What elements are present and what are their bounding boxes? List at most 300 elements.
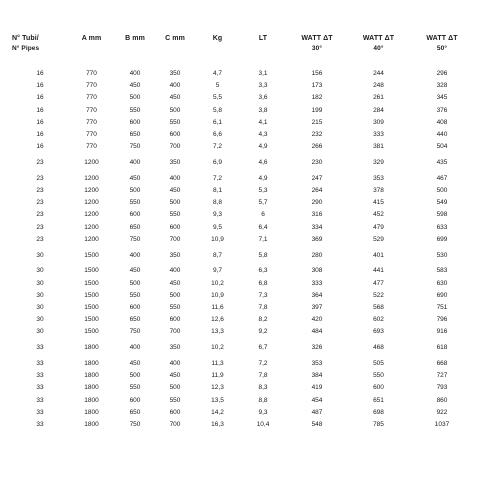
table-row (12, 129, 475, 141)
table-cell: 4,6 (258, 159, 268, 167)
table-cell: 4,7 (212, 70, 223, 77)
table-cell: 309 (373, 118, 384, 126)
table-cell: 1800 (84, 396, 99, 404)
table-cell: 4,9 (258, 143, 268, 151)
table-cell: 500 (129, 94, 141, 102)
table-cell: 419 (311, 384, 323, 392)
table-cell: 6,9 (212, 159, 223, 167)
table-cell: 11,9 (211, 372, 224, 380)
table-cell: 600 (129, 211, 141, 219)
table-cell: 600 (169, 316, 181, 324)
table-cell: 400 (169, 174, 181, 182)
table-cell: 450 (129, 174, 141, 182)
table-row (12, 302, 475, 314)
table-cell: 700 (169, 235, 181, 243)
table-cell: 400 (129, 70, 141, 77)
table-cell: 550 (129, 106, 141, 114)
table-cell: 5,8 (212, 106, 223, 114)
table-cell: 770 (86, 143, 97, 151)
table-cell: 9,3 (258, 408, 268, 416)
header-line2: 30° (311, 45, 323, 52)
table-cell: 334 (311, 223, 323, 231)
table-cell: 1500 (84, 251, 99, 259)
table-cell: 7,1 (258, 235, 268, 243)
table-cell: 12,3 (211, 384, 224, 392)
table-cell: 630 (436, 279, 448, 287)
header-line1: A mm (81, 35, 102, 42)
table-cell: 7,2 (212, 174, 223, 182)
table-cell: 10,9 (211, 235, 224, 243)
table-cell: 484 (311, 328, 323, 336)
table-cell: 1800 (84, 360, 99, 368)
table-cell: 440 (436, 131, 448, 139)
header-line1: Kg (212, 35, 223, 42)
table-cell: 651 (373, 396, 384, 404)
table-cell: 450 (129, 267, 141, 275)
header-line1: WATT ΔT (362, 35, 395, 42)
table-cell: 13,3 (211, 328, 224, 336)
table-cell: 770 (86, 131, 97, 139)
table-cell: 500 (436, 187, 448, 195)
table-cell: 4,3 (258, 131, 268, 139)
table-cell: 232 (311, 131, 323, 139)
table-cell: 650 (129, 223, 141, 231)
table-cell: 750 (129, 421, 141, 429)
table-cell: 30 (36, 316, 44, 324)
table-cell: 30 (36, 279, 44, 287)
table-cell: 7,2 (258, 360, 268, 368)
header-kg (195, 34, 240, 68)
table-row (12, 185, 475, 197)
table-cell: 7,8 (258, 304, 268, 312)
table-cell: 33 (36, 396, 44, 404)
table-cell: 505 (373, 360, 384, 368)
table-cell: 750 (129, 143, 141, 151)
table-cell: 450 (169, 279, 181, 287)
table-row (12, 105, 475, 117)
table-row (12, 209, 475, 221)
table-cell: 30 (36, 304, 44, 312)
table-cell: 479 (373, 223, 384, 231)
table-cell: 316 (311, 211, 323, 219)
table-row (12, 92, 475, 104)
table-cell: 182 (311, 94, 323, 102)
table-cell: 10,9 (211, 291, 224, 299)
table-cell: 248 (373, 82, 384, 90)
table-row (12, 382, 475, 394)
table-cell: 8,1 (212, 187, 223, 195)
radiator-spec-table (12, 34, 475, 431)
table-cell: 600 (169, 408, 181, 416)
table-cell: 600 (373, 384, 384, 392)
table-cell: 860 (436, 396, 448, 404)
table-cell: 435 (436, 159, 448, 167)
table-cell: 450 (169, 372, 181, 380)
table-cell: 244 (373, 70, 384, 77)
table-row (12, 68, 475, 80)
table-cell: 23 (36, 174, 44, 182)
table-cell: 33 (36, 360, 44, 368)
table-cell: 690 (436, 291, 448, 299)
table-cell: 10,2 (211, 344, 224, 352)
table-cell: 400 (169, 267, 181, 275)
table-cell: 500 (169, 106, 181, 114)
table-cell: 548 (311, 421, 323, 429)
table-cell: 668 (436, 360, 448, 368)
table-cell: 1800 (84, 421, 99, 429)
table-cell: 420 (311, 316, 323, 324)
table-cell: 33 (36, 372, 44, 380)
table-cell: 450 (129, 360, 141, 368)
table-cell: 1800 (84, 408, 99, 416)
header-line1: WATT ΔT (301, 35, 333, 42)
table-row (12, 153, 475, 172)
table-cell: 5,3 (258, 187, 268, 195)
table-cell: 16 (36, 131, 44, 139)
table-row (12, 358, 475, 370)
table-cell: 308 (311, 267, 323, 275)
table-cell: 727 (436, 372, 448, 380)
table-cell: 264 (311, 187, 323, 195)
table-cell: 5 (215, 82, 220, 90)
table-cell: 16,3 (211, 421, 224, 429)
table-cell: 8,8 (212, 199, 223, 207)
table-cell: 3,8 (258, 106, 268, 114)
table-cell: 408 (436, 118, 448, 126)
table-cell: 550 (169, 304, 181, 312)
table-cell: 156 (311, 70, 323, 77)
header-pipes (12, 34, 68, 68)
table-cell: 3,1 (258, 70, 268, 77)
table-cell: 550 (373, 372, 384, 380)
table-cell: 550 (129, 199, 141, 207)
table-cell: 633 (436, 223, 448, 231)
table-cell: 9,3 (212, 211, 223, 219)
table-row (12, 339, 475, 358)
table-cell: 1200 (84, 159, 99, 167)
header-a-mm (68, 34, 115, 68)
header-row (12, 34, 475, 68)
table-cell: 600 (169, 223, 181, 231)
table-cell: 6,7 (258, 344, 268, 352)
table-cell: 290 (311, 199, 323, 207)
table-cell: 1200 (84, 199, 99, 207)
table-cell: 1037 (434, 421, 450, 429)
table-cell: 550 (129, 384, 141, 392)
table-cell: 522 (373, 291, 384, 299)
table-row (12, 370, 475, 382)
table-cell: 6,8 (258, 279, 268, 287)
table-cell: 10,2 (211, 279, 224, 287)
table-cell: 500 (129, 187, 141, 195)
table-cell: 364 (311, 291, 323, 299)
table-cell: 1800 (84, 384, 99, 392)
table-cell: 549 (436, 199, 448, 207)
table-cell: 550 (169, 396, 181, 404)
table-cell: 345 (436, 94, 448, 102)
table-cell: 922 (436, 408, 448, 416)
table-cell: 23 (36, 223, 44, 231)
table-cell: 33 (36, 384, 44, 392)
table-cell: 400 (129, 251, 141, 259)
table-row (12, 290, 475, 302)
table-cell: 698 (373, 408, 384, 416)
table-cell: 500 (129, 279, 141, 287)
table-row (12, 314, 475, 326)
table-cell: 33 (36, 421, 44, 429)
header-watt-40 (348, 34, 409, 68)
table-cell: 600 (129, 396, 141, 404)
table-row (12, 234, 475, 246)
table-cell: 328 (436, 82, 448, 90)
table-cell: 33 (36, 344, 44, 352)
table-cell: 33 (36, 408, 44, 416)
table-cell: 333 (311, 279, 323, 287)
header-c-mm (155, 34, 195, 68)
table-body (12, 68, 475, 431)
table-cell: 369 (311, 235, 323, 243)
table-cell: 4,9 (258, 174, 268, 182)
table-cell: 30 (36, 251, 44, 259)
table-row (12, 246, 475, 265)
table-cell: 376 (436, 106, 448, 114)
table-cell: 6,4 (258, 223, 268, 231)
table-cell: 467 (436, 174, 448, 182)
table-cell: 199 (311, 106, 323, 114)
table-row (12, 395, 475, 407)
table-cell: 14,2 (211, 408, 224, 416)
table-cell: 326 (311, 344, 323, 352)
table-cell: 5,7 (258, 199, 268, 207)
table-row (12, 197, 475, 209)
header-watt-30 (286, 34, 348, 68)
table-cell: 477 (373, 279, 384, 287)
table-cell: 450 (169, 94, 181, 102)
header-line1: N° Tubi/ (12, 35, 39, 42)
table-row (12, 326, 475, 338)
table-cell: 8,7 (212, 251, 223, 259)
table-cell: 230 (311, 159, 323, 167)
table-cell: 1200 (84, 187, 99, 195)
table-cell: 7,8 (258, 372, 268, 380)
table-cell: 6,3 (258, 267, 268, 275)
table-cell: 9,2 (258, 328, 268, 336)
table-row (12, 222, 475, 234)
table-cell: 329 (373, 159, 384, 167)
table-cell: 450 (129, 82, 141, 90)
table-row (12, 141, 475, 153)
table-cell: 16 (36, 82, 44, 90)
table-cell: 397 (311, 304, 323, 312)
table-cell: 16 (36, 143, 44, 151)
table-cell: 23 (36, 187, 44, 195)
table-cell: 350 (169, 344, 181, 352)
table-cell: 785 (373, 421, 384, 429)
table-cell: 7,2 (212, 143, 223, 151)
table-cell: 468 (373, 344, 384, 352)
table-cell: 333 (373, 131, 384, 139)
table-cell: 500 (169, 384, 181, 392)
table-cell: 11,6 (211, 304, 224, 312)
table-cell: 23 (36, 211, 44, 219)
table-cell: 693 (373, 328, 384, 336)
table-cell: 750 (129, 328, 141, 336)
table-cell: 6,1 (212, 118, 223, 126)
table-cell: 350 (169, 159, 181, 167)
table-cell: 30 (36, 291, 44, 299)
table-cell: 8,8 (258, 396, 268, 404)
table-cell: 215 (311, 118, 323, 126)
table-cell: 381 (373, 143, 384, 151)
table-cell: 1500 (84, 279, 99, 287)
table-cell: 550 (169, 118, 181, 126)
table-cell: 598 (436, 211, 448, 219)
table-cell: 441 (373, 267, 384, 275)
table-cell: 296 (436, 70, 448, 77)
table-cell: 5,8 (258, 251, 268, 259)
table-row (12, 80, 475, 92)
table-cell: 10,4 (256, 421, 270, 429)
table-cell: 7,3 (258, 291, 268, 299)
table-cell: 5,5 (212, 94, 223, 102)
table-cell: 8,3 (258, 384, 268, 392)
table-cell: 500 (169, 199, 181, 207)
table-cell: 16 (36, 106, 44, 114)
table-cell: 11,3 (211, 360, 224, 368)
table-cell: 796 (436, 316, 448, 324)
table-cell: 1800 (84, 372, 99, 380)
table-cell: 415 (373, 199, 384, 207)
table-cell: 916 (436, 328, 448, 336)
table-cell: 9,5 (212, 223, 223, 231)
table-cell: 1200 (84, 235, 99, 243)
table-cell: 384 (311, 372, 323, 380)
table-cell: 1500 (84, 328, 99, 336)
table-cell: 173 (311, 82, 323, 90)
header-line2: 50° (436, 45, 448, 52)
header-b-mm (115, 34, 155, 68)
table-cell: 266 (311, 143, 323, 151)
table-cell: 1500 (84, 304, 99, 312)
header-line2: N° Pipes (12, 45, 40, 52)
table-cell: 1200 (84, 174, 99, 182)
table-cell: 1500 (84, 316, 99, 324)
table-cell: 1200 (84, 223, 99, 231)
table-row (12, 173, 475, 185)
table-cell: 568 (373, 304, 384, 312)
table-cell: 770 (86, 82, 97, 90)
table-row (12, 117, 475, 129)
header-line1: C mm (165, 35, 185, 42)
table-cell: 378 (373, 187, 384, 195)
header-watt-50 (409, 34, 475, 68)
table-cell: 261 (373, 94, 384, 102)
table-cell: 770 (86, 70, 97, 77)
table-cell: 650 (129, 408, 141, 416)
table-cell: 247 (311, 174, 323, 182)
table-cell: 280 (311, 251, 323, 259)
table-cell: 550 (129, 291, 141, 299)
header-line1: LT (258, 35, 268, 42)
table-cell: 793 (436, 384, 448, 392)
table-cell: 284 (373, 106, 384, 114)
table-cell: 16 (36, 118, 44, 126)
header-line2: 40° (373, 45, 384, 52)
table-cell: 23 (36, 235, 44, 243)
table-cell: 600 (129, 304, 141, 312)
table-cell: 30 (36, 328, 44, 336)
table-cell: 700 (169, 328, 181, 336)
table-cell: 770 (86, 118, 97, 126)
table-cell: 770 (86, 94, 97, 102)
table-cell: 400 (129, 159, 141, 167)
table-cell: 400 (169, 82, 181, 90)
table-cell: 650 (129, 316, 141, 324)
table-cell: 353 (311, 360, 323, 368)
table-cell: 4,1 (258, 118, 268, 126)
table-cell: 602 (373, 316, 384, 324)
table-cell: 600 (129, 118, 141, 126)
table-cell: 6 (261, 211, 265, 219)
table-cell: 700 (169, 143, 181, 151)
table-cell: 500 (129, 372, 141, 380)
table-cell: 16 (36, 70, 44, 77)
table-cell: 13,5 (211, 396, 224, 404)
table-cell: 9,7 (212, 267, 223, 275)
table-cell: 454 (311, 396, 323, 404)
table-cell: 650 (129, 131, 141, 139)
header-line1: WATT ΔT (426, 35, 458, 42)
table-cell: 452 (373, 211, 384, 219)
table-cell: 23 (36, 199, 44, 207)
table-row (12, 265, 475, 277)
table-cell: 770 (86, 106, 97, 114)
table-cell: 750 (129, 235, 141, 243)
table-cell: 8,2 (258, 316, 268, 324)
table-cell: 16 (36, 94, 44, 102)
table-row (12, 419, 475, 431)
table-cell: 6,6 (212, 131, 223, 139)
table-cell: 700 (169, 421, 181, 429)
table-cell: 530 (436, 251, 448, 259)
header-line1: B mm (125, 35, 145, 42)
table-cell: 1800 (84, 344, 99, 352)
table-cell: 487 (311, 408, 323, 416)
table-cell: 500 (169, 291, 181, 299)
table-cell: 350 (169, 251, 181, 259)
table-cell: 529 (373, 235, 384, 243)
table-cell: 550 (169, 211, 181, 219)
table-cell: 30 (36, 267, 44, 275)
table-cell: 401 (373, 251, 384, 259)
table-row (12, 407, 475, 419)
table-cell: 1200 (84, 211, 99, 219)
table-cell: 400 (169, 360, 181, 368)
table-cell: 350 (169, 70, 181, 77)
table-cell: 3,3 (258, 82, 268, 90)
table-cell: 751 (436, 304, 448, 312)
header-lt (240, 34, 286, 68)
table-cell: 504 (436, 143, 448, 151)
table-cell: 12,6 (211, 316, 224, 324)
table-cell: 23 (36, 159, 44, 167)
table-cell: 699 (436, 235, 448, 243)
table-row (12, 278, 475, 290)
table-cell: 618 (436, 344, 448, 352)
table-cell: 400 (129, 344, 141, 352)
table-cell: 1500 (84, 291, 99, 299)
table-cell: 3,6 (258, 94, 268, 102)
